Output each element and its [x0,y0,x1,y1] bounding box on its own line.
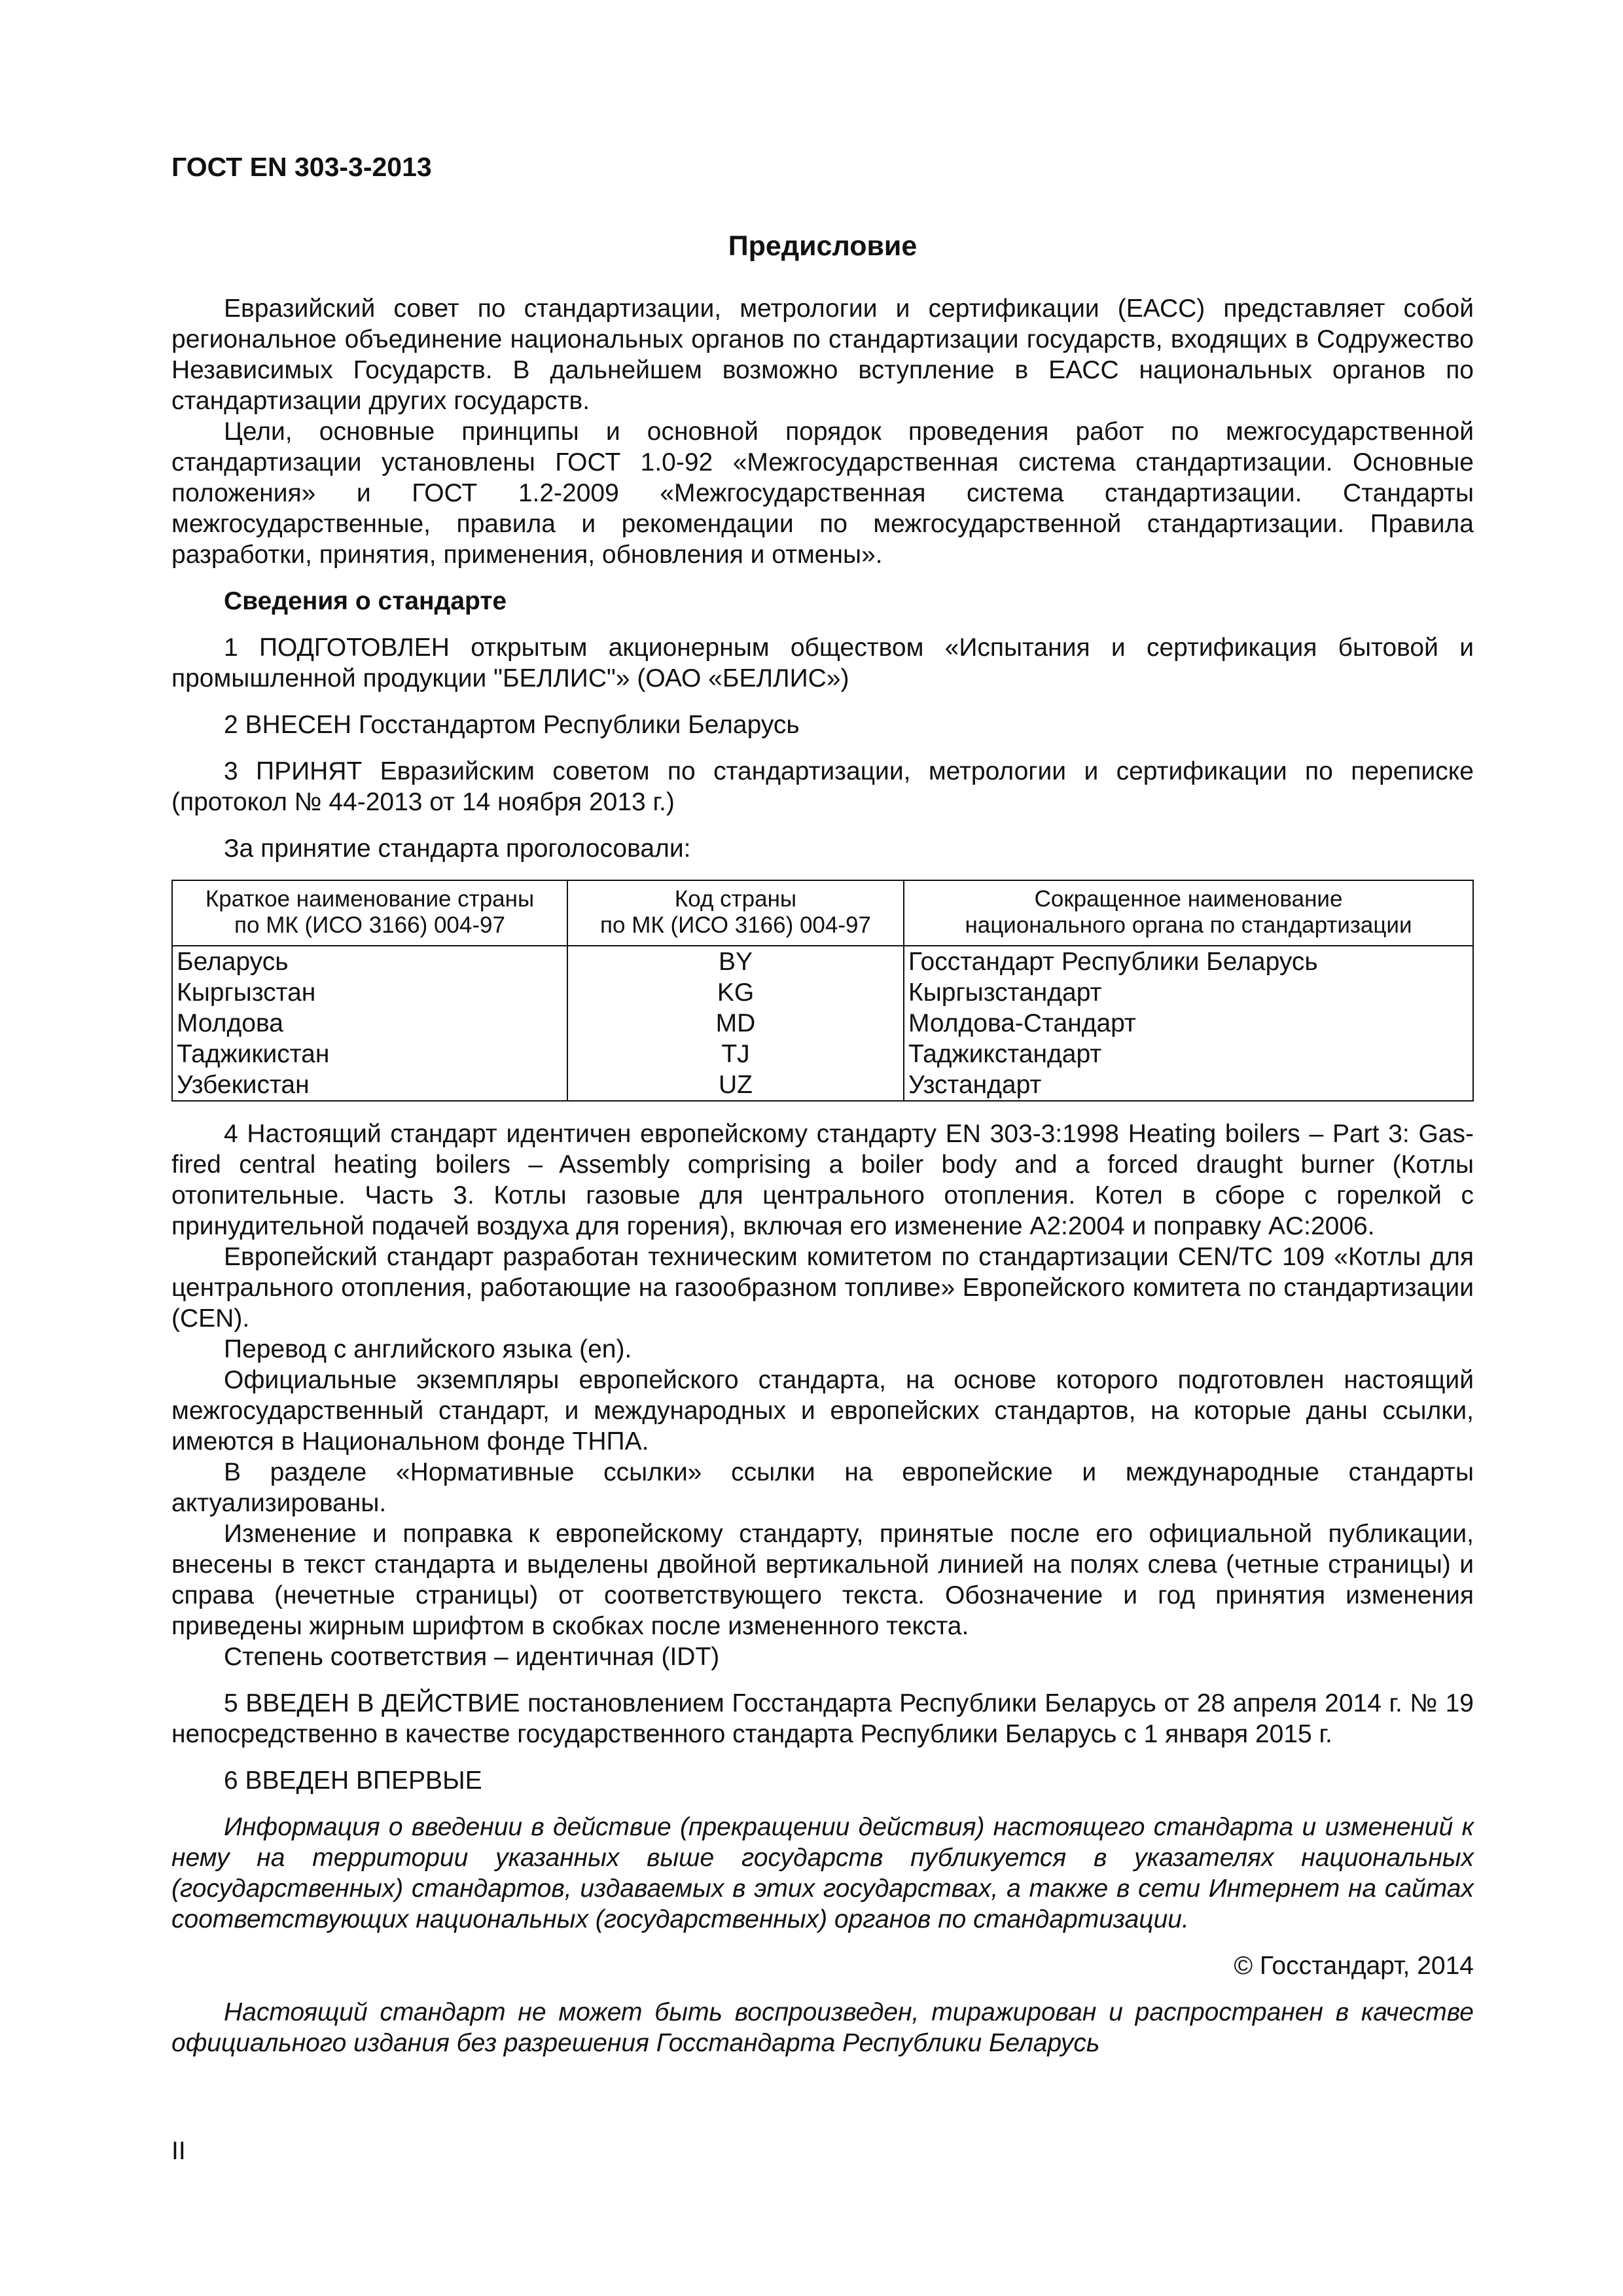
header-country-line2: по МК (ИСО 3166) 004-97 [234,912,505,938]
header-body-line2: национального органа по стандартизации [965,912,1412,938]
item-normative-refs: В разделе «Нормативные ссылки» ссылки на европейские и международные стандарты актуализированы. [171,1458,1474,1517]
table-row [172,1039,1473,1069]
item-first-time: 6 ВВЕДЕН ВПЕРВЫЕ [224,1767,482,1795]
paragraph-goals: Цели, основные принципы и основной порядок проведения работ по межгосударственной стандартизации установлены ГОСТ 1.0-92 «Межгосударственная система стандартизации. Основные положения» и ГОСТ 1.2-2009 «Межгосударственная система стандартизации. Стандарты межгосударственные, правила и рекомендации по межгосударственной стандартизации. Правила разработки, принятия, применения, обновления и отмены». [171,418,1474,569]
body-cell: Узстандарт [904,1069,1473,1101]
item-adopted: 3 ПРИНЯТ Евразийским советом по стандартизации, метрологии и сертификации по переписке (протокол № 44-2013 от 14 ноября 2013 г.) [171,757,1474,816]
header-body-line1: Сокращенное наименование [1034,886,1343,912]
code-cell: UZ [567,1069,904,1101]
code-cell: BY [567,946,904,977]
country-cell: Таджикистан [172,1039,567,1069]
code-cell: KG [567,977,904,1008]
reproduction-notice: Настоящий стандарт не может быть воспроизведен, тиражирован и распространен в качестве официального издания без разрешения Госстандарта Республики Беларусь [171,1998,1474,2057]
voting-table [171,880,1474,1102]
code-cell: TJ [567,1039,904,1069]
copyright: © Госстандарт, 2014 [1234,1952,1474,1980]
item-degree: Степень соответствия – идентичная (IDT) [224,1643,720,1671]
header-code-line1: Код страны [674,886,797,912]
country-cell: Молдова [172,1008,567,1039]
header-country [172,880,567,946]
body-cell: Госстандарт Республики Беларусь [904,946,1473,977]
body-cell: Таджикстандарт [904,1039,1473,1069]
item-official-copies: Официальные экземпляры европейского стандарта, на основе которого подготовлен настоящий межгосударственный стандарт, и международных и европейских стандартов, на которые даны ссылки, имеются в Национальном фонде ТНПА. [171,1366,1474,1456]
page-number: II [171,2137,186,2165]
header-country-line1: Краткое наименование страны [205,886,535,912]
country-cell: Беларусь [172,946,567,977]
table-row [172,1008,1473,1039]
table-header-row [172,880,1473,946]
body-cell: Кыргызстандарт [904,977,1473,1008]
country-cell: Кыргызстан [172,977,567,1008]
item-amendments: Изменение и поправка к европейскому стандарту, принятые после его официальной публикации, внесены в текст стандарта и выделены двойной вертикальной линией на полях слева (четные страницы) и справа (нечетные страницы) от соответствующего текста. Обозначение и год принятия изменения приведены жирным шрифтом в скобках после измененного текста. [171,1520,1474,1640]
voted-label: За принятие стандарта проголосовали: [224,834,691,863]
item-effective: 5 ВВЕДЕН В ДЕЙСТВИЕ постановлением Госстандарта Республики Беларусь от 28 апреля 2014 г. № 19 непосредственно в качестве государственного стандарта Республики Беларусь с 1 января 2015 г. [171,1689,1474,1748]
paragraph-eass: Евразийский совет по стандартизации, метрологии и сертификации (ЕАСС) представляет собой региональное объединение национальных органов по стандартизации государств, входящих в Содружество Независимых Государств. В дальнейшем возможно вступление в ЕАСС национальных органов по стандартизации других государств. [171,295,1474,415]
table-row [172,946,1473,977]
standard-info-heading: Сведения о стандарте [224,587,507,615]
table-row [172,1069,1473,1101]
item-translation: Перевод с английского языка (en). [224,1335,632,1363]
document-code: ГОСТ EN 303-3-2013 [171,152,432,182]
item-introduced: 2 ВНЕСЕН Госстандартом Республики Беларусь [224,711,800,739]
country-cell: Узбекистан [172,1069,567,1101]
body-cell: Молдова-Стандарт [904,1008,1473,1039]
header-body [904,880,1473,946]
table-row [172,977,1473,1008]
header-code [567,880,904,946]
preface-title: Предисловие [728,230,918,262]
item-identical: 4 Настоящий стандарт идентичен европейскому стандарту EN 303-3:1998 Heating boilers – Part 3: Gas-fired central heating boilers – Assembly comprising a boiler body and a forced draught burner (Котлы отопительные. Часть 3. Котлы газовые для центрального отопления. Котел в сборе с горелкой с принудительной подачей воздуха для горения), включая его изменение A2:2004 и поправку AC:2006. [171,1120,1474,1240]
item-prepared: 1 ПОДГОТОВЛЕН открытым акционерным обществом «Испытания и сертификация бытовой и промышленной продукции "БЕЛЛИС"» (ОАО «БЕЛЛИС») [171,634,1474,692]
code-cell: MD [567,1008,904,1039]
header-code-line2: по МК (ИСО 3166) 004-97 [600,912,871,938]
preface-body [171,293,1474,2058]
info-notice: Информация о введении в действие (прекращении действия) настоящего стандарта и изменений к нему на территории указанных выше государств публикуется в указателях национальных (государственных) стандартов, издаваемых в этих государствах, а также в сети Интернет на сайтах соответствующих национальных (государственных) органов по стандартизации. [171,1813,1474,1933]
voting-table-wrapper [171,880,1474,1102]
item-cen-committee: Европейский стандарт разработан техническим комитетом по стандартизации CEN/TC 109 «Котлы для центрального отопления, работающие на газообразном топливе» Европейского комитета по стандартизации (CEN). [171,1243,1474,1333]
